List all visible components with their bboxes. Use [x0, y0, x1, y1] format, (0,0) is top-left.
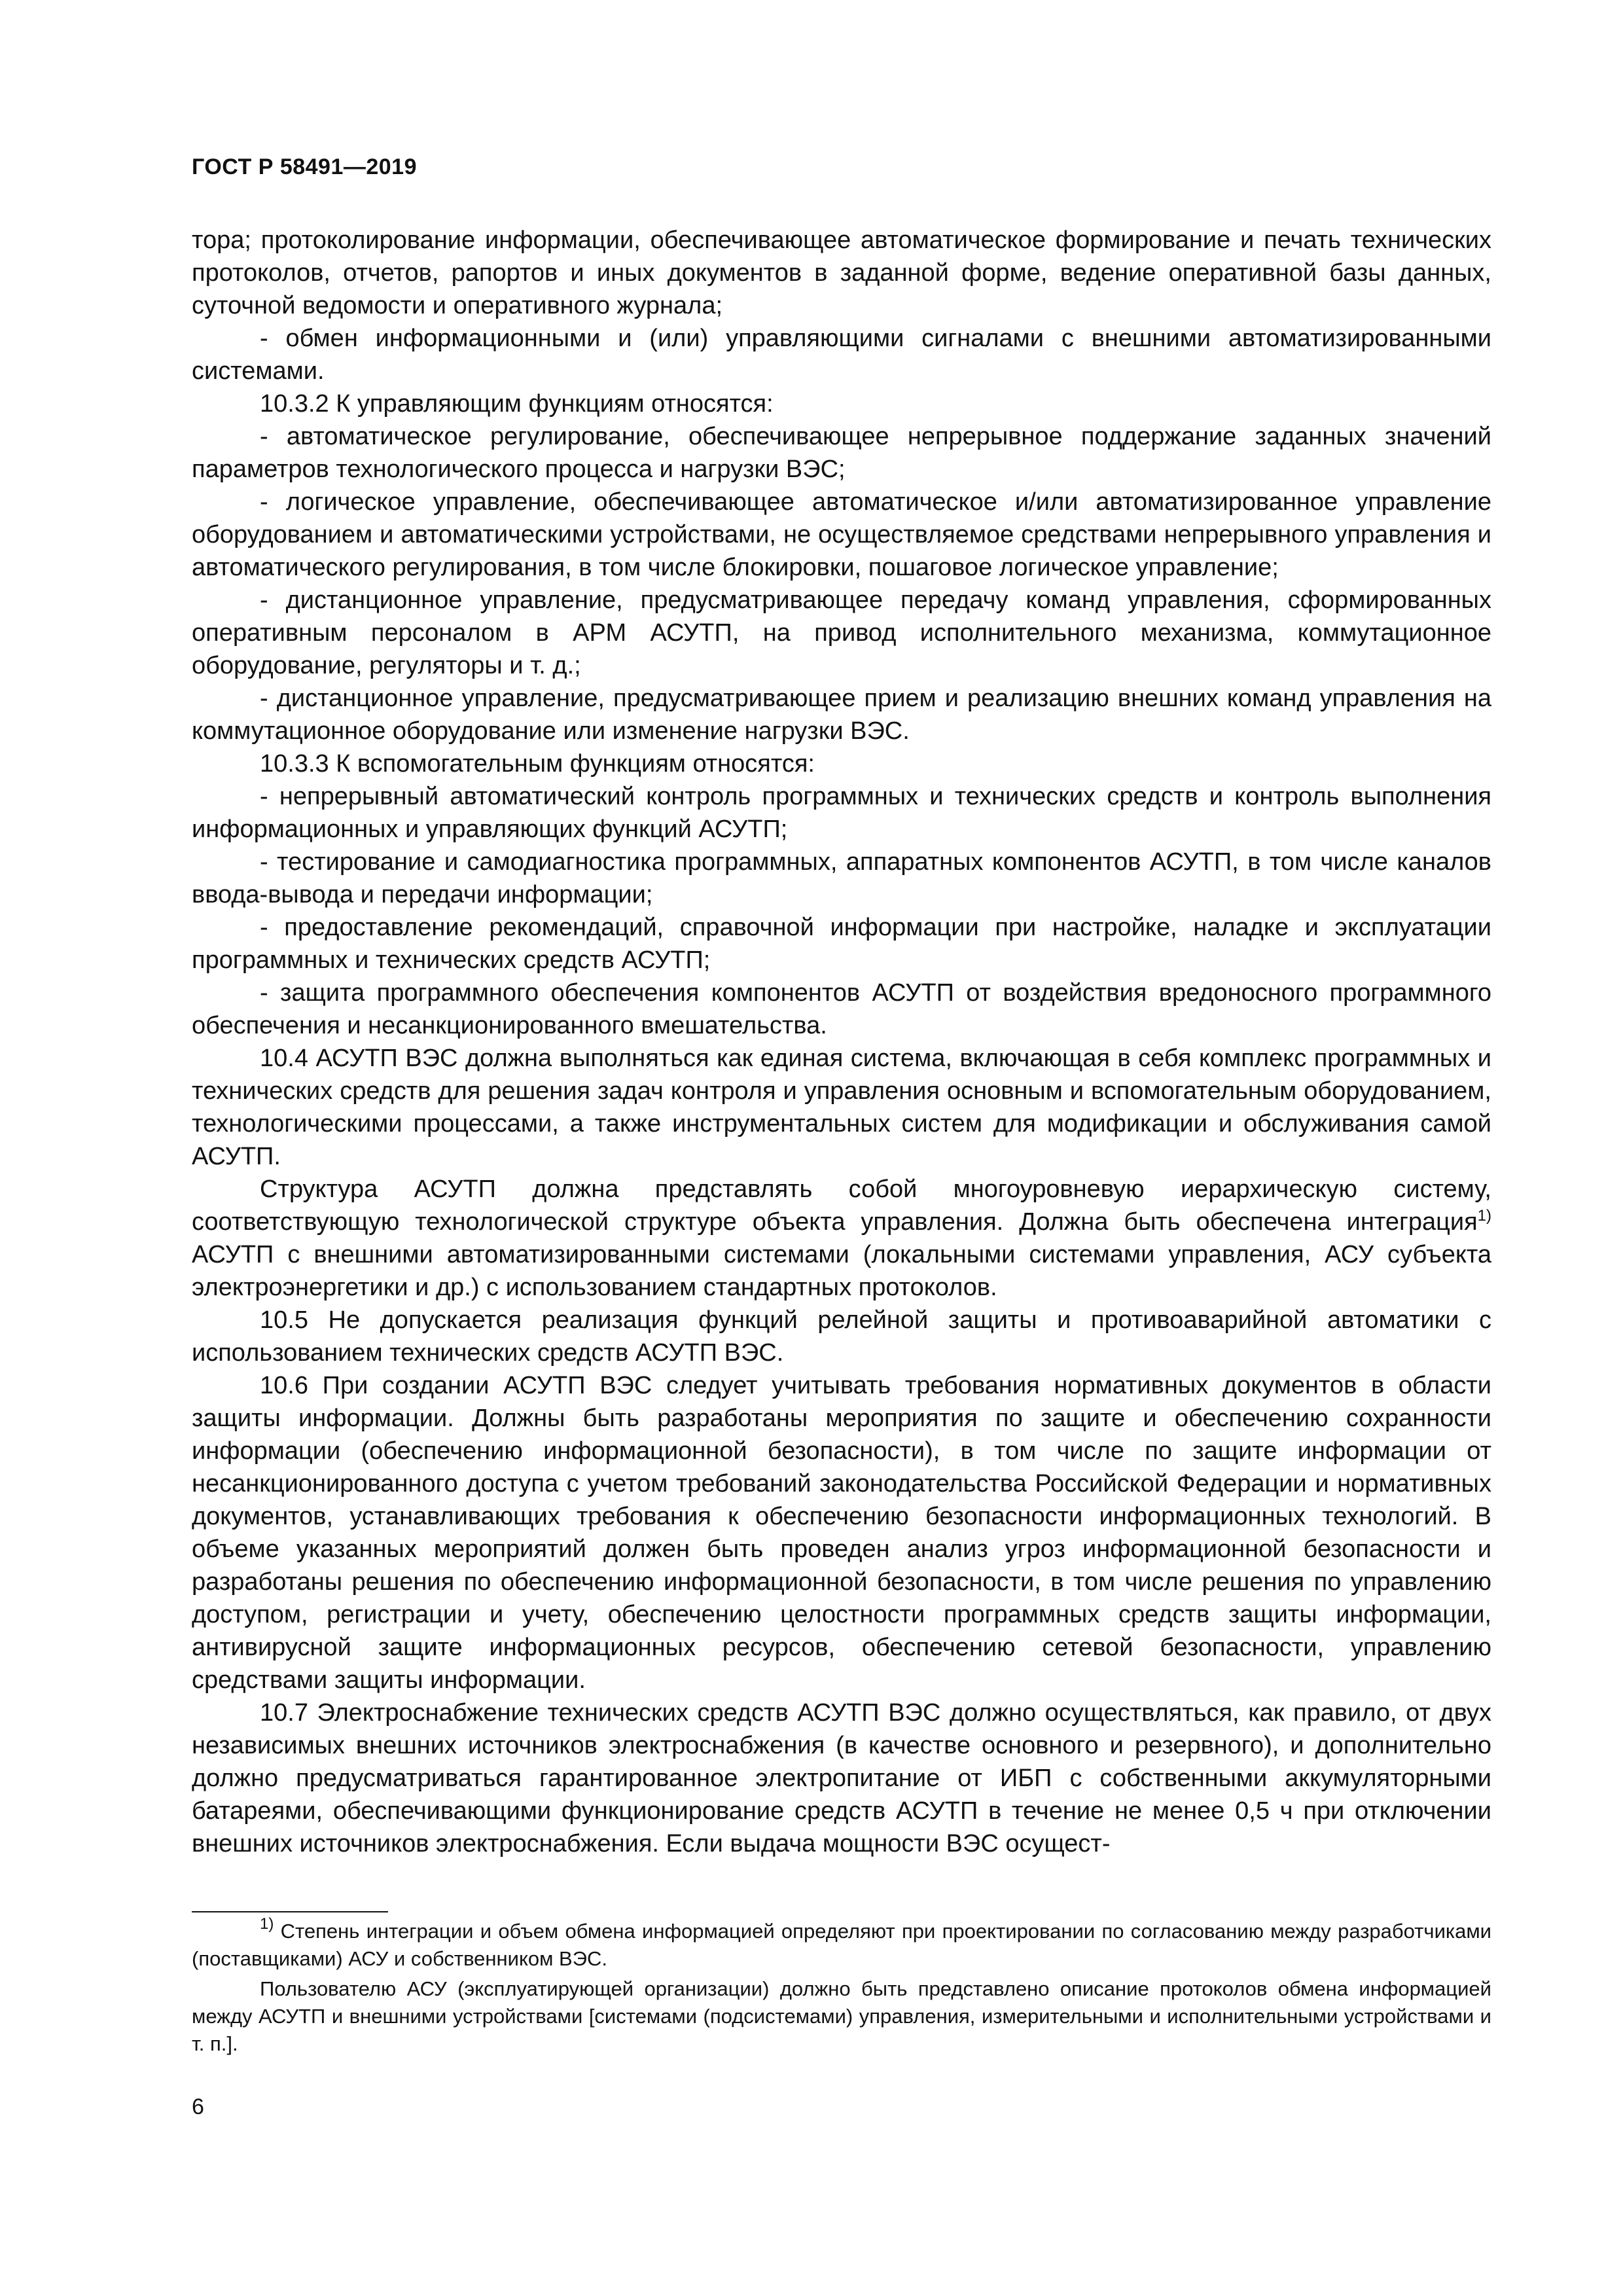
paragraph-text: АСУТП с внешними автоматизированными системами (локальными системами управления, АСУ субъекта электроэнергетики и др.) с использованием стандартных протоколов.	[192, 1241, 1491, 1301]
paragraph: 10.7 Электроснабжение технических средств АСУТП ВЭС должно осуществляться, как правило, от двух независимых внешних источников электроснабжения (в качестве основного и резервного), и дополнительно должно предусматриваться гарантированное электропитание от ИБП с собственными аккумуляторными батареями, обеспечивающими функционирование средств АСУТП в течение не менее 0,5 ч при отключении внешних источников электроснабжения. Если выдача мощности ВЭС осущест-	[192, 1699, 1491, 1857]
document-header: ГОСТ Р 58491—2019	[192, 154, 418, 179]
list-item: - логическое управление, обеспечивающее автоматическое и/или автоматизированное управление оборудованием и автоматическими устройствами, не осуществляемое средствами непрерывного управления и автоматического регулирования, в том числе блокировки, пошаговое логическое управление;	[192, 488, 1491, 581]
main-text	[192, 224, 1491, 1860]
paragraph-structure	[192, 1173, 1491, 1304]
paragraph: 10.4 АСУТП ВЭС должна выполняться как единая система, включающая в себя комплекс программных и технических средств для решения задач контроля и управления основным и вспомогательным оборудованием, технологическими процессами, а также инструментальных систем для модификации и обслуживания самой АСУТП.	[192, 1045, 1491, 1170]
footnote-text: Степень интеграции и объем обмена информацией определяют при проектировании по согласованию между разработчиками (поставщиками) АСУ и собственником ВЭС.	[192, 1920, 1491, 1970]
list-item: - тестирование и самодиагностика программных, аппаратных компонентов АСУТП, в том числе каналов ввода-вывода и передачи информации;	[192, 848, 1491, 908]
paragraph: тора; протоколирование информации, обеспечивающее автоматическое формирование и печать технических протоколов, отчетов, рапортов и иных документов в заданной форме, ведение оперативной базы данных, суточной ведомости и оперативного журнала;	[192, 226, 1491, 319]
paragraph-text: Структура АСУТП должна представлять собой многоуровневую иерархическую систему, соответствующую технологической структуре объекта управления. Должна быть обеспечена интеграция	[192, 1175, 1491, 1236]
list-item: - обмен информационными и (или) управляющими сигналами с внешними автоматизированными системами.	[192, 325, 1491, 385]
list-item: - предоставление рекомендаций, справочной информации при настройке, наладке и эксплуатации программных и технических средств АСУТП;	[192, 914, 1491, 974]
footnote-reference[interactable]: 1)	[1477, 1207, 1491, 1225]
footnote	[192, 1915, 1491, 1973]
list-item: - дистанционное управление, предусматривающее прием и реализацию внешних команд управления на коммутационное оборудование или изменение нагрузки ВЭС.	[192, 685, 1491, 745]
footnote: Пользователю АСУ (эксплуатирующей организации) должно быть представлено описание протоколов обмена информацией между АСУТП и внешними устройствами [системами (подсистемами) управления, измерительными и исполнительными устройствами и т. п.].	[192, 1977, 1491, 2055]
list-item: - дистанционное управление, предусматривающее передачу команд управления, сформированных оперативным персоналом в АРМ АСУТП, на привод исполнительного механизма, коммутационное оборудование, регуляторы и т. д.;	[192, 586, 1491, 679]
page-number: 6	[192, 2094, 204, 2119]
paragraph: 10.5 Не допускается реализация функций релейной защиты и противоаварийной автоматики с использованием технических средств АСУТП ВЭС.	[192, 1306, 1491, 1367]
paragraph: 10.6 При создании АСУТП ВЭС следует учитывать требования нормативных документов в области защиты информации. Должны быть разработаны мероприятия по защите и обеспечению сохранности информации (обеспечению информационной безопасности), в том числе по защите информации от несанкционированного доступа с учетом требований законодательства Российской Федерации и нормативных документов, устанавливающих требования к обеспечению безопасности информационных технологий. В объеме указанных мероприятий должен быть проведен анализ угроз информационной безопасности и разработаны решения по обеспечению информационной безопасности, в том числе решения по управлению доступом, регистрации и учету, обеспечению целостности программных средств защиты информации, антивирусной защите информационных ресурсов, обеспечению сетевой безопасности, управлению средствами защиты информации.	[192, 1372, 1491, 1694]
list-item: - защита программного обеспечения компонентов АСУТП от воздействия вредоносного программного обеспечения и несанкционированного вмешательства.	[192, 979, 1491, 1039]
section-heading: 10.3.2 К управляющим функциям относятся:	[260, 390, 774, 418]
footnotes	[192, 1915, 1491, 2058]
section-heading: 10.3.3 К вспомогательным функциям относятся:	[260, 750, 815, 778]
footnote-mark: 1)	[260, 1915, 274, 1933]
footnote-divider	[192, 1911, 388, 1912]
list-item: - непрерывный автоматический контроль программных и технических средств и контроль выполнения информационных и управляющих функций АСУТП;	[192, 783, 1491, 843]
list-item: - автоматическое регулирование, обеспечивающее непрерывное поддержание заданных значений параметров технологического процесса и нагрузки ВЭС;	[192, 423, 1491, 483]
